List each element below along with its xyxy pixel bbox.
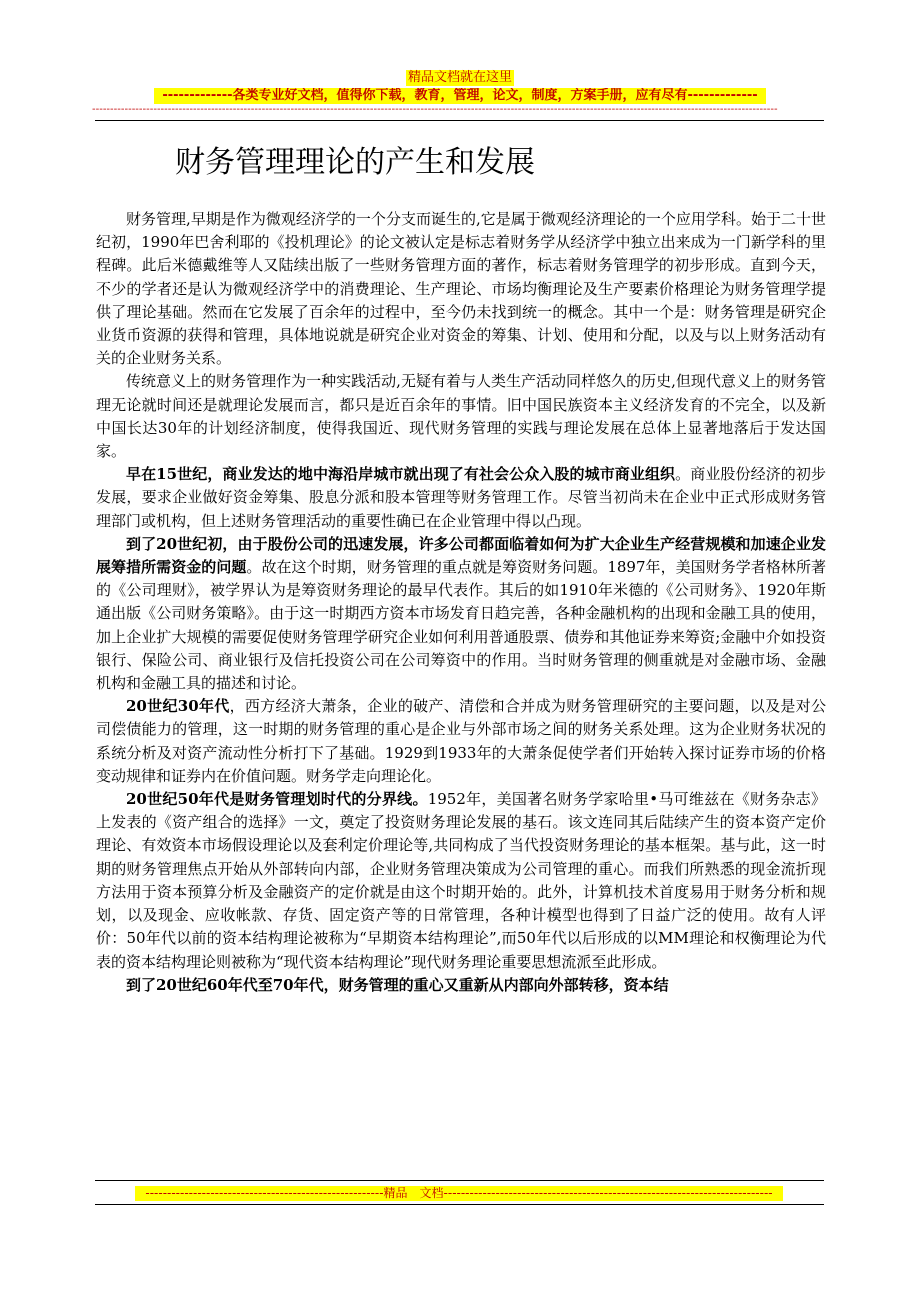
paragraph-2-text: 传统意义上的财务管理作为一种实践活动,无疑有着与人类生产活动同样悠久的历史,但现代意义上的财务管理无论就时间还是就理论发展而言，都只是近百余年的事情。旧中国民族资本主义经济发育的不完全，以及新中国长达30年的计划经济制度，使得我国近、现代财务管理的实践与理论发展在总体上显著地落后于发达国家。 — [96, 372, 826, 461]
paragraph-3 — [96, 463, 826, 533]
paragraph-7 — [96, 974, 826, 997]
paragraph-4-lead: 到了20世纪初，由于股份公司的迅速发展，许多公司都面临着如何为扩大企业生产经营规模和加速企业发展筹措所需资金的问题 — [96, 534, 826, 577]
paragraph-7-lead: 到了20世纪60年代至70年代，财务管理的重心又重新从内部向外部转移，资本结 — [126, 975, 669, 994]
document-title: 财务管理理论的产生和发展 — [175, 145, 535, 180]
header-rule — [95, 120, 824, 121]
paragraph-5 — [96, 695, 826, 788]
paragraph-5-text: ，西方经济大萧条，企业的破产、清偿和合并成为财务管理研究的主要问题，以及是对公司偿债能力的管理，这一时期的财务管理的重心是企业与外部市场之间的财务关系处理。这为企业财务状况的系统分析及对资产流动性分析打下了基础。1929到1933年的大萧条促使学者们开始转入探讨证券市场的价格变动规律和证券内在价值问题。财务学走向理论化。 — [96, 697, 826, 785]
paragraph-5-lead: 20世纪30年代 — [126, 697, 230, 716]
paragraph-3-lead: 早在15世纪，商业发达的地中海沿岸城市就出现了有社会公众入股的城市商业组织 — [126, 465, 676, 484]
footer-banner: -------------------------------------------------------精品 文档---------------------------------------------------------------------------- — [135, 1186, 783, 1201]
paragraph-4 — [96, 533, 826, 695]
header-banner-title: 精品文档就在这里 — [407, 70, 512, 85]
header-banner-tagline: -------------各类专业好文档，值得你下载，教育，管理，论文，制度，方案手册，应有尽有------------- — [154, 88, 766, 104]
paragraph-6-lead: 20世纪50年代是财务管理划时代的分界线。 — [126, 790, 428, 809]
header-dashed-line: ---------------------------------------------------------------------------------------------------------------------------------------------------------------------------------------------- — [92, 104, 778, 115]
paragraph-1 — [96, 208, 826, 370]
paragraph-6-text: 1952年，美国著名财务学家哈里•马可维兹在《财务杂志》上发表的《资产组合的选择》一文，奠定了投资财务理论发展的基石。该文连同其后陆续产生的资本资产定价理论、有效资本市场假设理论以及套利定价理论等,共同构成了当代投资财务理论的基本框架。基与此，这一时期的财务管理焦点开始从外部转向内部，企业财务管理决策成为公司管理的重心。而我们所熟悉的现金流折现方法用于资本预算分析及金融资产的定价就是由这个时期开始的。此外，计算机技术首度易用于财务分析和规划，以及现金、应收帐款、存货、固定资产等的日常管理，各种计模型也得到了日益广泛的使用。故有人评价：50年代以前的资本结构理论被称为“早期资本结构理论”,而50年代以后形成的以MM理论和权衡理论为代表的资本结构理论则被称为“现代资本结构理论”现代财务理论重要思想流派至此形成。 — [96, 790, 827, 971]
paragraph-1-text: 财务管理,早期是作为微观经济学的一个分支而诞生的,它是属于微观经济理论的一个应用学科。始于二十世纪初，1990年巴舍利耶的《投机理论》的论文被认定是标志着财务学从经济学中独立出来成为一门新学科的里程碑。此后米德戴维等人又陆续出版了一些财务管理方面的著作，标志着财务管理学的初步形成。直到今天，不少的学者还是认为微观经济学中的消费理论、生产理论、市场均衡理论及生产要素价格理论为财务管理学提供了理论基础。然而在它发展了百余年的过程中，至今仍未找到统一的概念。其中一个是：财务管理是研究企业货币资源的获得和管理，具体地说就是研究企业对资金的筹集、计划、使用和分配，以及与以上财务活动有关的企业财务关系。 — [96, 210, 826, 368]
document-body — [96, 208, 826, 997]
paragraph-6 — [96, 788, 826, 974]
page-header — [0, 66, 920, 104]
paragraph-2 — [96, 370, 826, 463]
paragraph-3-text: 。商业股份经济的初步发展，要求企业做好资金筹集、股息分派和股本管理等财务管理工作。尽管当初尚未在企业中正式形成财务管理部门或机构，但上述财务管理活动的重要性确已在企业管理中得以凸现。 — [96, 465, 826, 530]
footer-rule-top — [95, 1180, 824, 1181]
paragraph-4-text: 。故在这个时期，财务管理的重点就是筹资财务问题。1897年，美国财务学者格林所著的《公司理财》，被学界认为是筹资财务理论的最早代表作。其后的如1910年米德的《公司财务》、1920年斯通出版《公司财务策略》。由于这一时期西方资本市场发育日趋完善，各种金融机构的出现和金融工具的使用，加上企业扩大规模的需要促使财务管理学研究企业如何利用普通股票、债券和其他证券来筹资;金融中介如投资银行、保险公司、商业银行及信托投资公司在公司筹资中的作用。当时财务管理的侧重就是对金融市场、金融机构和金融工具的描述和讨论。 — [96, 558, 826, 693]
footer-rule-bottom — [95, 1204, 824, 1205]
